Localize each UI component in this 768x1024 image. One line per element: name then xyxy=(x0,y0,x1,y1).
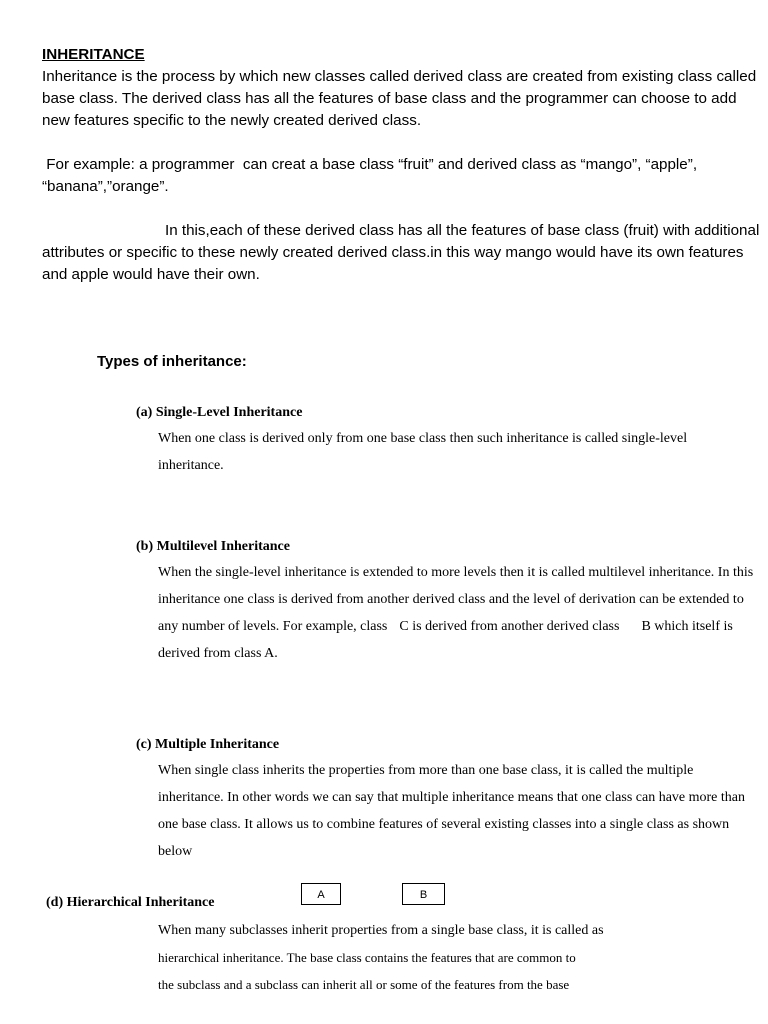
body-part-2: C is derived from another derived class xyxy=(399,619,620,634)
section-heading: (b) Multilevel Inheritance xyxy=(136,539,290,554)
example-paragraph: For example: a programmer can creat a base class “fruit” and derived class as “mango”, “apple”, “banana”,”orange”. xyxy=(42,156,702,195)
section-body-hierarchical xyxy=(158,917,718,998)
definition-paragraph: Inheritance is the process by which new classes called derived class are created from existing class called base class. The derived class has all the features of base class and the programmer can choose to add new features specific to the newly created derived class. xyxy=(42,68,757,129)
section-multilevel xyxy=(136,537,756,667)
types-heading: Types of inheritance: xyxy=(97,353,247,370)
body-part-1: When the single-level inheritance is extended to more levels then it is called multilevel inheritance. In this inheritance one class is derived from another derived class and the level of derivation can be extended to any number of levels. For example, class xyxy=(158,565,754,634)
explanation-paragraph xyxy=(42,220,766,286)
diagram-box-b: B xyxy=(402,883,445,905)
diagram-box-a: A xyxy=(301,883,341,905)
section-heading: (c) Multiple Inheritance xyxy=(136,737,280,752)
section-single-level xyxy=(136,403,756,479)
section-heading: (a) Single-Level Inheritance xyxy=(136,405,303,420)
body-part-3: B which itself is derived from class A. xyxy=(158,619,733,661)
body-line-3: the subclass and a subclass can inherit all or some of the features from the base xyxy=(158,977,570,992)
body-line-1: When many subclasses inherit properties from a single base class, it is called as xyxy=(158,923,604,938)
section-heading-hierarchical: (d) Hierarchical Inheritance xyxy=(46,895,215,910)
section-body: When one class is derived only from one base class then such inheritance is called single-level inheritance. xyxy=(158,431,688,473)
explanation-text: In this,each of these derived class has all the features of base class (fruit) with additional attributes or specific to these newly created derived class.in this way mango would have its own features and apple would have their own. xyxy=(42,222,760,283)
page-title: INHERITANCE xyxy=(42,46,145,63)
body-line-2: hierarchical inheritance. The base class contains the features that are common to xyxy=(158,950,576,965)
intro-block xyxy=(42,44,766,286)
section-multiple xyxy=(136,735,756,865)
section-body xyxy=(136,559,756,667)
section-body: When single class inherits the properties from more than one base class, it is called the multiple inheritance. In other words we can say that multiple inheritance means that one class can have more than one base class. It allows us to combine features of several existing classes into a single class as shown below xyxy=(158,763,746,859)
